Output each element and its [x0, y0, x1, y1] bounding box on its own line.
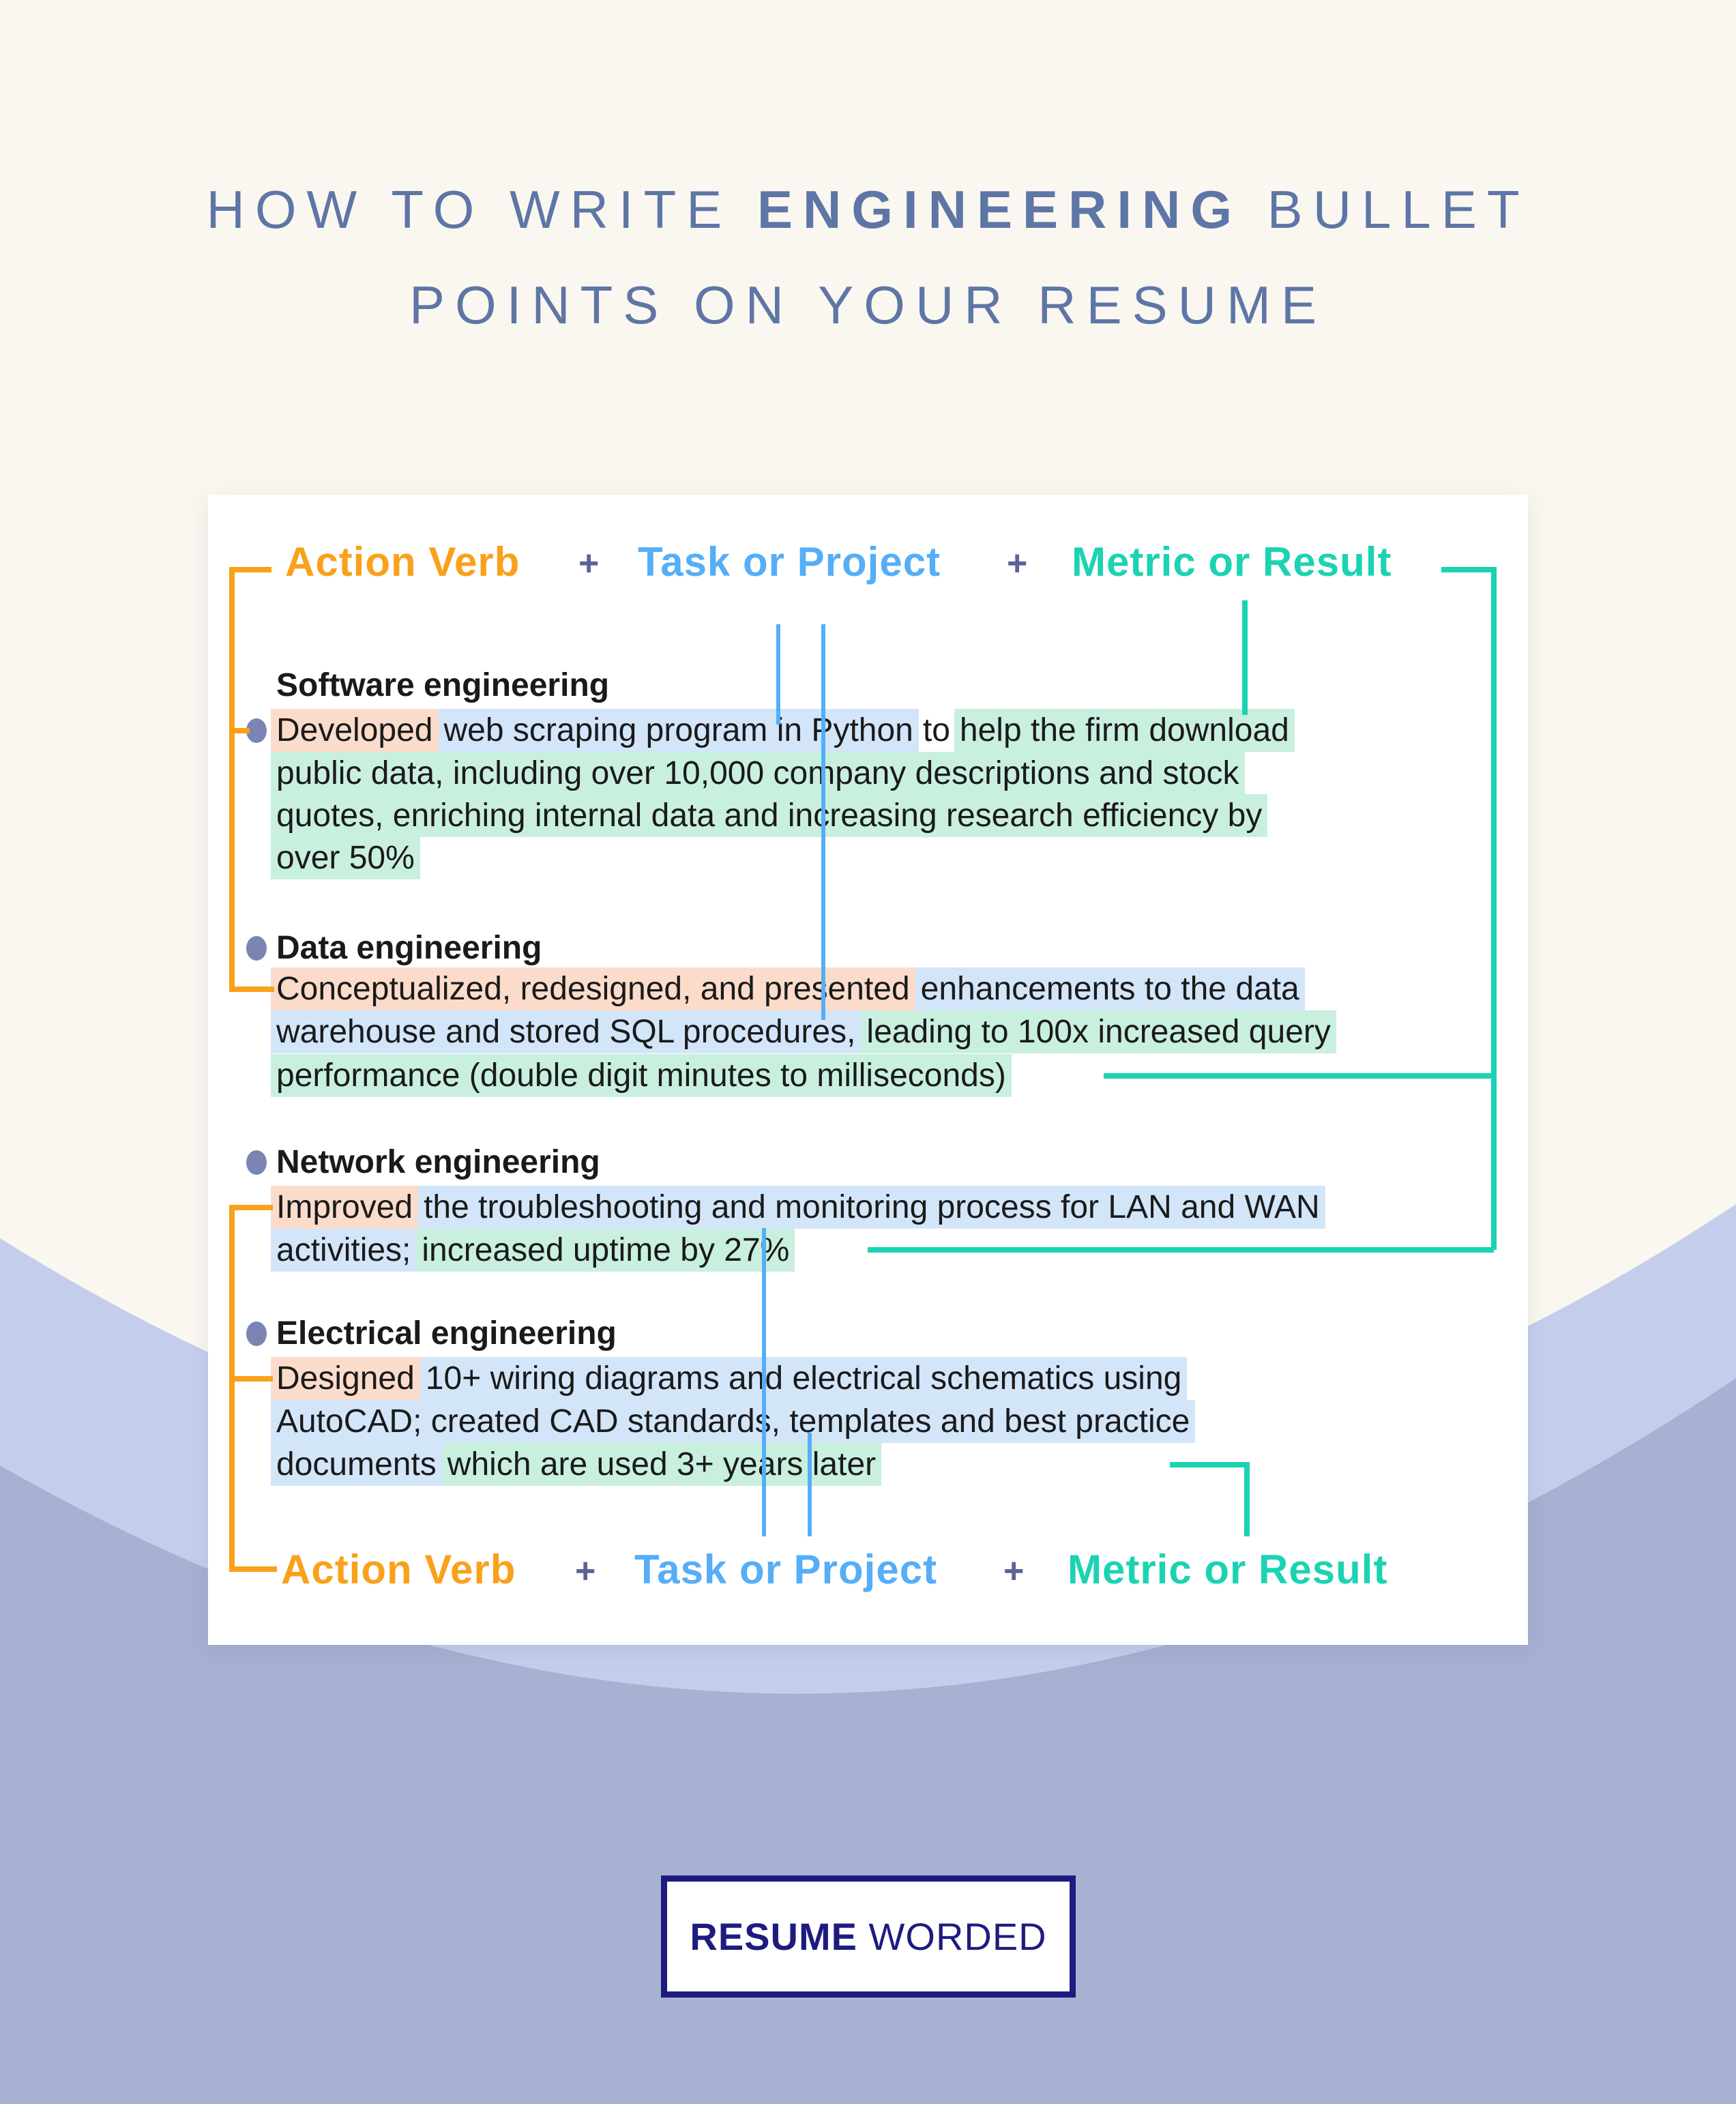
highlight-blue: AutoCAD; created CAD standards, templates and best practice [271, 1400, 1195, 1443]
section-heading: Network engineering [276, 1144, 600, 1180]
formula-plus2-bottom: + [1003, 1551, 1025, 1591]
plain-text: to [922, 712, 950, 748]
section-heading: Data engineering [276, 930, 542, 966]
title-post: BULLET [1242, 179, 1530, 239]
bullet-line [271, 753, 1245, 795]
page-title-line1 [0, 179, 1736, 241]
highlight-green: performance (double digit minutes to milliseconds) [271, 1054, 1012, 1097]
formula-plus1-bottom: + [575, 1551, 597, 1591]
title-pre: HOW TO WRITE [206, 179, 757, 239]
page-title-line2: POINTS ON YOUR RESUME [409, 275, 1327, 335]
brand-regular: WORDED [868, 1915, 1047, 1958]
formula-task-bottom: Task or Project [634, 1547, 938, 1592]
bullet-line [271, 1401, 1195, 1443]
bullet-line [271, 1358, 1187, 1400]
title-keyword: ENGINEERING [756, 179, 1243, 239]
formula-metric-bottom: Metric or Result [1068, 1547, 1388, 1592]
brand-bold: RESUME [690, 1915, 857, 1958]
highlight-green: over 50% [271, 836, 420, 879]
bullet-line [271, 1055, 1012, 1097]
bullet-dot [246, 718, 267, 743]
highlight-green: help the firm download [954, 709, 1295, 752]
bullet-line [271, 1229, 795, 1272]
section-heading: Software engineering [276, 667, 610, 703]
highlight-blue: activities; [271, 1229, 416, 1272]
highlight-blue: documents [271, 1443, 442, 1486]
bullet-line [271, 968, 1305, 1010]
highlight-peach: Developed [271, 709, 439, 752]
bullet-line [271, 1444, 881, 1486]
highlight-green: increased uptime by 27% [416, 1229, 795, 1272]
highlight-peach: Improved [271, 1186, 418, 1229]
formula-action-verb-bottom: Action Verb [281, 1547, 516, 1592]
formula-plus1-top: + [578, 544, 600, 583]
highlight-blue: enhancements to the data [915, 967, 1305, 1010]
section-heading: Electrical engineering [276, 1315, 617, 1351]
highlight-green: quotes, enriching internal data and increasing research efficiency by [271, 794, 1267, 837]
bullet-line [271, 837, 420, 879]
highlight-green: leading to 100x increased query [861, 1010, 1336, 1053]
bullet-dot [246, 1321, 267, 1346]
resume-worded-logo [661, 1875, 1076, 1998]
highlight-blue: warehouse and stored SQL procedures, [271, 1010, 861, 1053]
bullet-line [271, 795, 1267, 837]
highlight-green: which are used 3+ years later [442, 1443, 881, 1486]
highlight-green: public data, including over 10,000 company descriptions and stock [271, 752, 1245, 795]
bullet-line [271, 1011, 1336, 1053]
formula-task-top: Task or Project [638, 539, 941, 585]
highlight-peach: Designed [271, 1357, 420, 1400]
formula-metric-top: Metric or Result [1072, 539, 1392, 585]
bullet-line [271, 1186, 1325, 1229]
highlight-blue: the troubleshooting and monitoring process for LAN and WAN [418, 1186, 1325, 1229]
formula-action-verb-top: Action Verb [285, 539, 520, 585]
bullet-dot [246, 1150, 267, 1175]
bullet-line [271, 710, 1295, 752]
highlight-peach: Conceptualized, redesigned, and presented [271, 967, 915, 1010]
highlight-blue: web scraping program in Python [439, 709, 919, 752]
formula-plus2-top: + [1007, 544, 1029, 583]
highlight-blue: 10+ wiring diagrams and electrical schematics using [420, 1357, 1188, 1400]
bullet-dot [246, 936, 267, 961]
brand-space [857, 1914, 869, 1959]
